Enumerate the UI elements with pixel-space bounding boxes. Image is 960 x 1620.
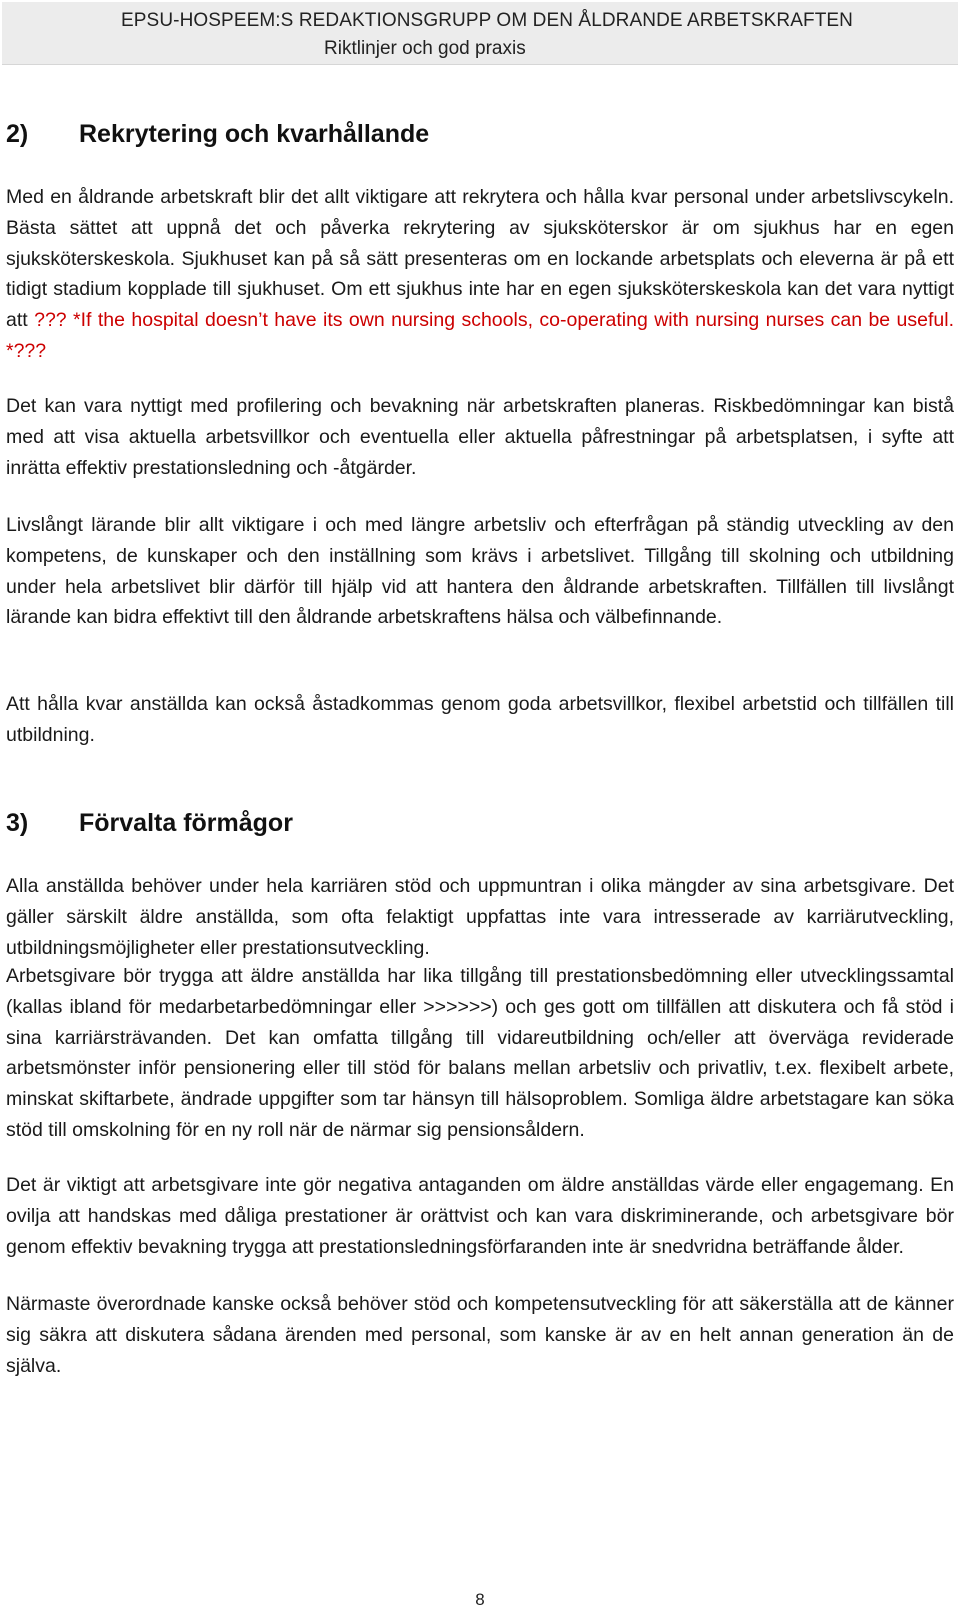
header-subtitle: Riktlinjer och god praxis — [324, 38, 526, 59]
page-number: 8 — [475, 1590, 485, 1609]
section-3-heading — [6, 809, 293, 838]
section-3-paragraph-3: Det är viktigt att arbetsgivare inte gör negativa antaganden om äldre anställdas värde eller engagemang. En ovilja att handskas med dåliga prestationer är orättvist och kan vara diskriminerande, och arbetsgivare bör genom effektiv bevakning trygga att prestationsledningsförfaranden inte är snedvridna beträffande ålder. — [6, 1174, 954, 1258]
header-organization: EPSU-HOSPEEM:S REDAKTIONSGRUPP OM DEN ÅLDRANDE ARBETSKRAFTEN — [121, 10, 854, 31]
section-3-number: 3) — [6, 809, 29, 837]
section-3-paragraph-2: Arbetsgivare bör trygga att äldre anställda har lika tillgång till prestationsbedömning eller utvecklingssamtal (kallas ibland för medarbetarbedömningar eller >>>>>>) och ges gott om tillfällen att diskutera och få stöd i sina karriärsträvanden. Det kan omfatta tillgång till vidareutbildning och/eller att överväga reviderade arbetsmönster inför pensionering eller till stöd för balans mellan arbetsliv och privatliv, t.ex. flexibelt arbete, minskat skiftarbete, ändrade uppgifter som tar hänsyn till hälsoproblem. Somliga äldre arbetstagare kan söka stöd till omskolning för en ny roll när de närmar sig pensionsåldern. — [6, 965, 954, 1141]
section-2-heading — [6, 120, 429, 149]
section-2-paragraph-1 — [6, 182, 954, 367]
section-2-paragraph-1-text: Med en åldrande arbetskraft blir det allt viktigare att rekrytera och hålla kvar personal under arbetslivscykeln. Bästa sättet att uppnå det och påverka rekrytering av sjuksköterskor är om sjukhus har en egen sjuksköterskeskola. Sjukhuset kan på så sätt presenteras om en lockande arbetsplats och eleverna är på ett tidigt stadium kopplade till sjukhuset. Om ett sjukhus inte har en egen sjuksköterskeskola kan det vara nyttigt att — [6, 186, 954, 332]
running-header — [2, 2, 958, 65]
section-3-title: Förvalta förmågor — [79, 809, 293, 837]
section-3-paragraph-1: Alla anställda behöver under hela karriären stöd och uppmuntran i olika mängder av sina arbetsgivare. Det gäller särskilt äldre anställda, som ofta felaktigt uppfattas inte vara intresserade av karriärutveckling, utbildningsmöjligheter eller prestationsutveckling. — [6, 875, 954, 959]
section-3-paragraph-4: Närmaste överordnade kanske också behöver stöd och kompetensutveckling för att säkerställa att de känner sig säkra att diskutera sådana ärenden med personal, som kanske är av en helt annan generation än de själva. — [6, 1293, 954, 1377]
section-2-paragraph-2: Det kan vara nyttigt med profilering och bevakning när arbetskraften planeras. Riskbedömningar kan bistå med att visa aktuella arbetsvillkor och eventuella eller aktuella påfrestningar på arbetsplatsen, i syfte att inrätta effektiv prestationsledning och -åtgärder. — [6, 395, 954, 479]
section-2-title: Rekrytering och kvarhållande — [79, 120, 430, 148]
section-2-number: 2) — [6, 120, 29, 148]
translation-note: ??? *If the hospital doesn’t have its own nursing schools, co-operating with nursing nurses can be useful. *??? — [6, 309, 954, 362]
section-2-paragraph-3: Livslångt lärande blir allt viktigare i och med längre arbetsliv och efterfrågan på ständig utveckling av den kompetens, de kunskaper och den inställning som krävs i arbetslivet. Tillgång till skolning och utbildning under hela arbetslivet blir därför till hjälp vid att hantera den åldrande arbetskraften. Tillfällen till livslångt lärande kan bidra effektivt till den åldrande arbetskraftens hälsa och välbefinnande. — [6, 514, 954, 629]
section-2-paragraph-4: Att hålla kvar anställda kan också åstadkommas genom goda arbetsvillkor, flexibel arbetstid och tillfällen till utbildning. — [6, 693, 954, 746]
